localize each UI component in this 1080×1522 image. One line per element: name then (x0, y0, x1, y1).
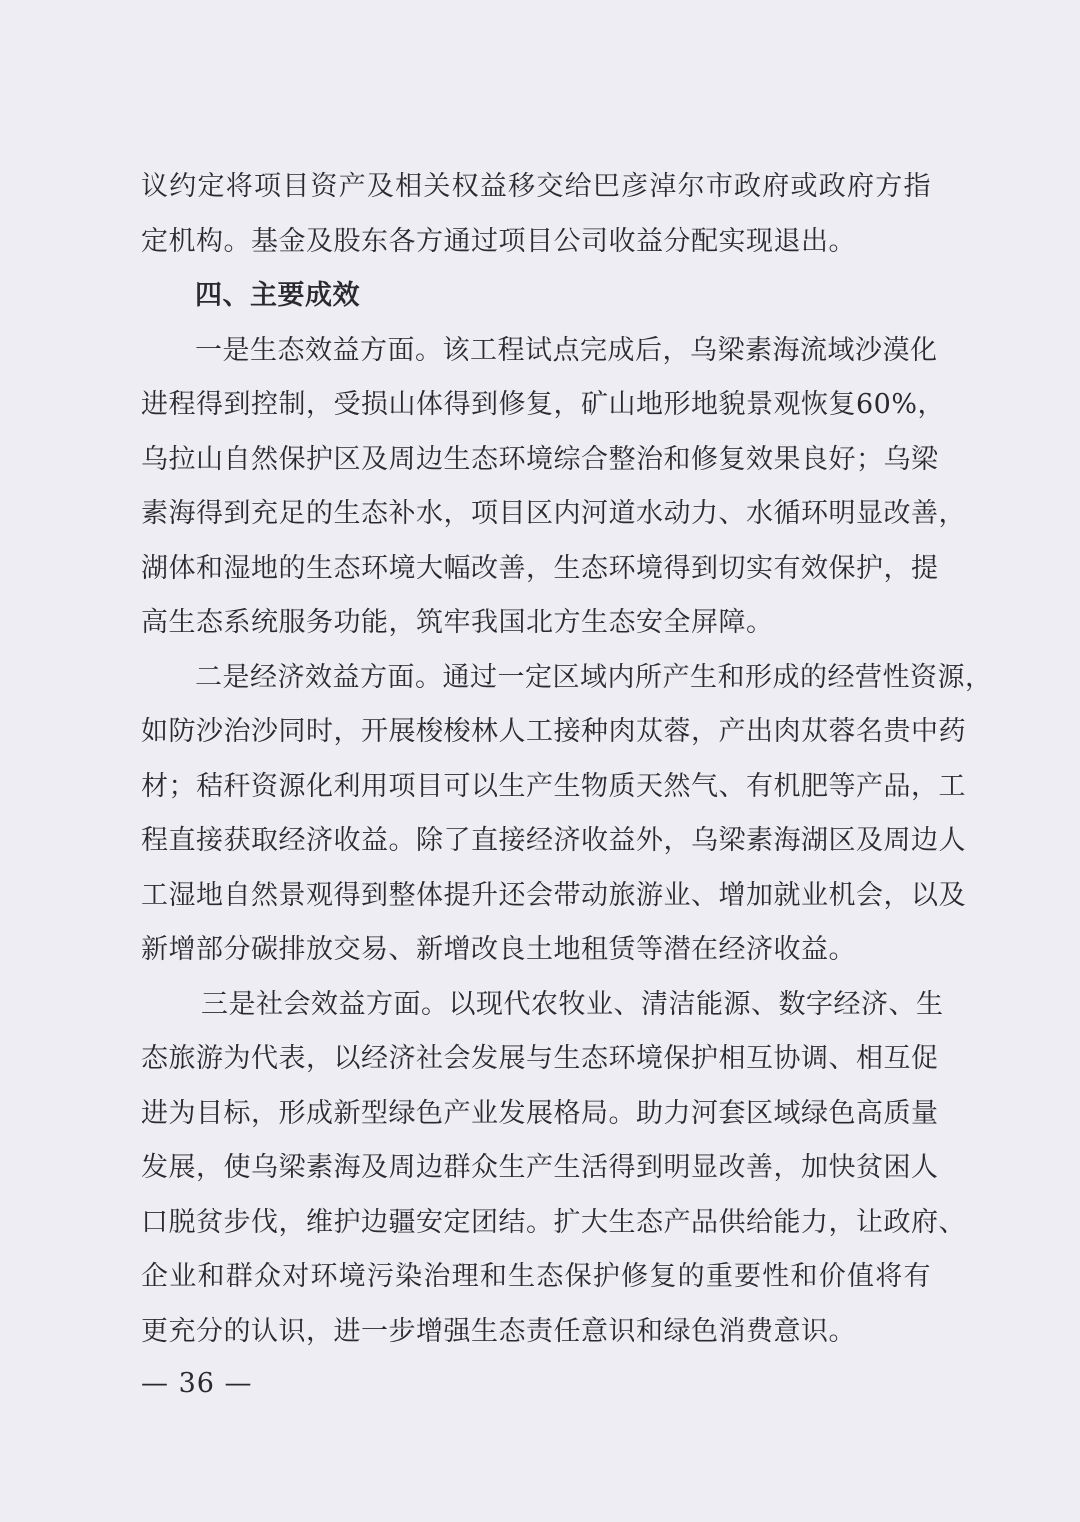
page-number: — 36 — (141, 1368, 253, 1399)
paragraph-line: 二是经济效益方面。通过一定区域内所产生和形成的经营性资源， (195, 661, 993, 693)
paragraph-line: 更充分的认识，进一步增强生态责任意识和绿色消费意识。 (141, 1315, 856, 1347)
paragraph-line: 进程得到控制，受损山体得到修复，矿山地形地貌景观恢复60%， (141, 389, 946, 420)
text-line: 议约定将项目资产及相关权益移交给巴彦淖尔市政府或政府方指 (141, 171, 931, 202)
paragraph-line: 素海得到充足的生态补水，项目区内河道水动力、水循环明显改善， (141, 498, 966, 529)
paragraph-line: 口脱贫步伐，维护边疆安定团结。扩大生态产品供给能力，让政府、 (141, 1206, 966, 1238)
paragraph-line: 新增部分碳排放交易、新增改良土地租赁等潜在经济收益。 (141, 934, 856, 965)
paragraph-line: 一是生态效益方面。该工程试点完成后，乌梁素海流域沙漠化 (195, 334, 938, 366)
text-line: 定机构。基金及股东各方通过项目公司收益分配实现退出。 (141, 225, 856, 257)
paragraph-line: 程直接获取经济收益。除了直接经济收益外，乌梁素海湖区及周边人 (141, 825, 966, 856)
paragraph-line: 湖体和湿地的生态环境大幅改善，生态环境得到切实有效保护，提 (141, 552, 939, 584)
section-heading: 四、主要成效 (195, 280, 360, 311)
paragraph-line: 进为目标，形成新型绿色产业发展格局。助力河套区域绿色高质量 (141, 1097, 939, 1129)
paragraph-line: 乌拉山自然保护区及周边生态环境综合整治和修复效果良好；乌梁 (141, 443, 939, 475)
paragraph-line: 态旅游为代表，以经济社会发展与生态环境保护相互协调、相互促 (141, 1043, 939, 1074)
paragraph-line: 高生态系统服务功能，筑牢我国北方生态安全屏障。 (141, 607, 774, 638)
paragraph-line: 企业和群众对环境污染治理和生态保护修复的重要性和价值将有 (141, 1261, 931, 1292)
paragraph-line: 材；秸秆资源化利用项目可以生产生物质天然气、有机肥等产品，工 (141, 770, 966, 802)
paragraph-line: 发展，使乌梁素海及周边群众生产生活得到明显改善，加快贫困人 (141, 1152, 939, 1183)
paragraph-line: 三是社会效益方面。以现代农牧业、清洁能源、数字经济、生 (201, 988, 944, 1020)
document-body (141, 160, 993, 1359)
paragraph-line: 工湿地自然景观得到整体提升还会带动旅游业、增加就业机会，以及 (141, 879, 966, 911)
paragraph-line: 如防沙治沙同时，开展梭梭林人工接种肉苁蓉，产出肉苁蓉名贵中药 (141, 716, 966, 747)
